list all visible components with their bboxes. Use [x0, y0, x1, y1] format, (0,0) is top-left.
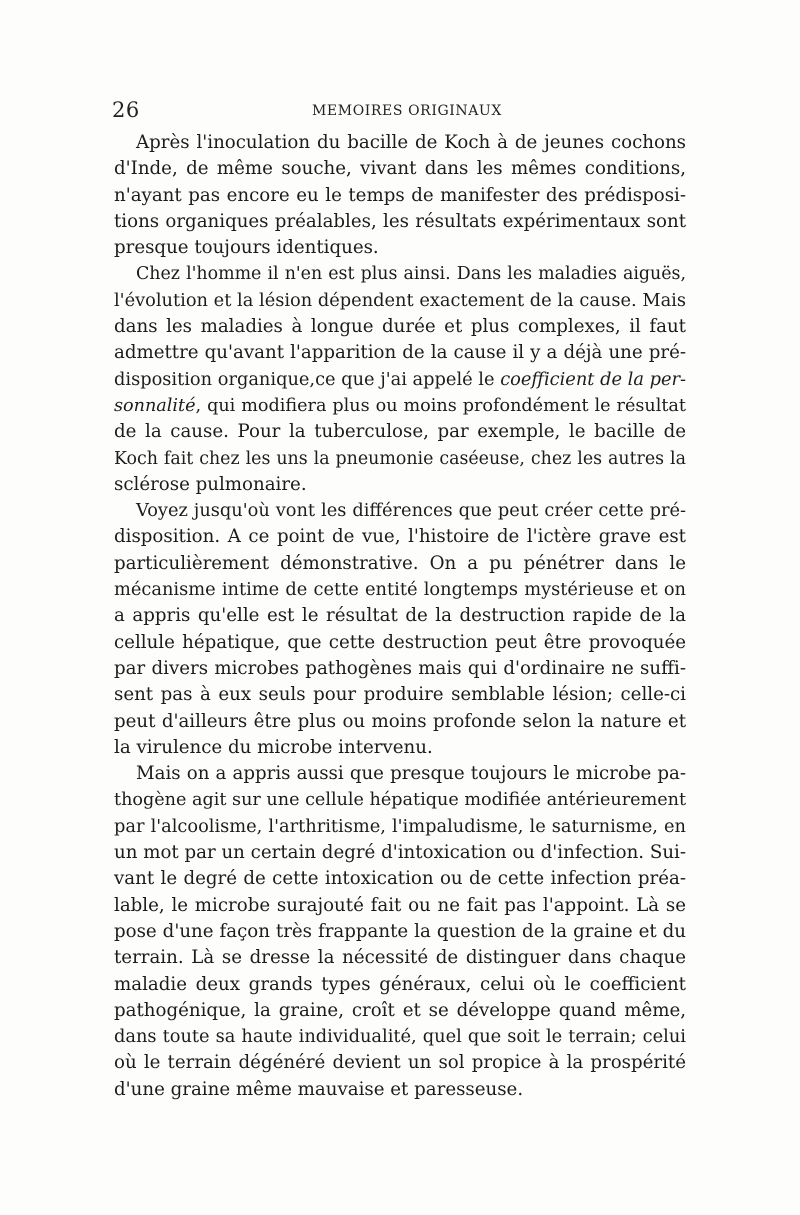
running-title: MEMOIRES ORIGINAUX [312, 103, 502, 119]
text-line: disposition. A ce point de vue, l'histoire de l'ictère grave est [114, 526, 686, 548]
text-body [114, 130, 686, 1103]
text-line: terrain. Là se dresse la nécessité de distinguer dans chaque [114, 947, 686, 969]
text-line: admettre qu'avant l'apparition de la cause il y a déjà une pré- [114, 342, 686, 364]
text-line: n'ayant pas encore eu le temps de manifester des prédisposi- [114, 184, 686, 206]
text-line: où le terrain dégénéré devient un sol propice à la prospérité [114, 1052, 686, 1074]
paragraph-3 [114, 498, 686, 761]
text-line-with-italic [114, 367, 686, 393]
text-line: presque toujours identiques. [114, 237, 379, 259]
text-line: par divers microbes pathogènes mais qui d'ordinaire ne suffi- [114, 657, 686, 679]
text-line-with-italic [114, 393, 686, 419]
text-line: peut d'ailleurs être plus ou moins profonde selon la nature et [114, 710, 686, 732]
text-line: Après l'inoculation du bacille de Koch à de jeunes cochons [136, 132, 686, 153]
text-line: pathogénique, la graine, croît et se développe quand même, [114, 999, 686, 1021]
text-line: par l'alcoolisme, l'arthritisme, l'impaludisme, le saturnisme, en [114, 815, 686, 837]
text-line: Mais on a appris aussi que presque toujours le microbe pa- [136, 763, 686, 785]
text-line: lable, le microbe surajouté fait ou ne fait pas l'appoint. Là se [114, 894, 686, 916]
paragraph-4 [114, 761, 686, 1103]
text-line: dans les maladies à longue durée et plus complexes, il faut [114, 316, 686, 338]
page-number: 26 [112, 98, 140, 122]
text-line: maladie deux grands types généraux, celui où le coefficient [114, 973, 686, 995]
text-line: Voyez jusqu'où vont les différences que peut créer cette pré- [136, 500, 686, 522]
text-line: la virulence du microbe intervenu. [114, 736, 433, 758]
italic-term: coefficient de la per- [500, 368, 686, 390]
paragraph-2 [114, 261, 686, 498]
running-head [112, 98, 692, 128]
text-line: Koch fait chez les uns la pneumonie caséeuse, chez les autres la [114, 448, 686, 469]
text-line: particulièrement démonstrative. On a pu pénétrer dans le [114, 552, 686, 574]
text-line: d'une graine même mauvaise et paresseuse. [114, 1078, 524, 1100]
text-line: tions organiques préalables, les résultats expérimentaux sont [114, 210, 686, 232]
text-line: cellule hépatique, que cette destruction peut être provoquée [114, 631, 686, 653]
text-line: d'Inde, de même souche, vivant dans les mêmes conditions, [114, 158, 686, 180]
italic-term: sonnalité [114, 395, 196, 416]
text-line: dans toute sa haute individualité, quel que soit le terrain; celui [114, 1026, 686, 1048]
text-segment: , qui modifiera plus ou moins profondément le résultat [195, 395, 686, 416]
text-line: sclérose pulmonaire. [114, 473, 307, 495]
text-line: un mot par un certain degré d'intoxication ou d'infection. Sui- [114, 842, 686, 864]
text-segment: disposition organique,ce que j'ai appelé le [114, 368, 495, 390]
text-line: thogène agit sur une cellule hépatique modifiée antérieurement [114, 790, 687, 811]
text-line: a appris qu'elle est le résultat de la destruction rapide de la [114, 605, 686, 627]
text-line: sent pas à eux seuls pour produire semblable lésion; celle-ci [114, 684, 686, 706]
text-line: pose d'une façon très frappante la question de la graine et du [114, 920, 686, 942]
text-line: mécanisme intime de cette entité longtemps mystérieuse et on [114, 579, 686, 601]
text-line: Chez l'homme il n'en est plus ainsi. Dans les maladies aiguës, [136, 264, 686, 285]
text-line: l'évolution et la lésion dépendent exactement de la cause. Mais [114, 289, 686, 311]
text-line: de la cause. Pour la tuberculose, par exemple, le bacille de [114, 421, 686, 443]
text-line: vant le degré de cette intoxication ou de cette infection préa- [114, 868, 686, 890]
paragraph-1 [114, 130, 686, 261]
